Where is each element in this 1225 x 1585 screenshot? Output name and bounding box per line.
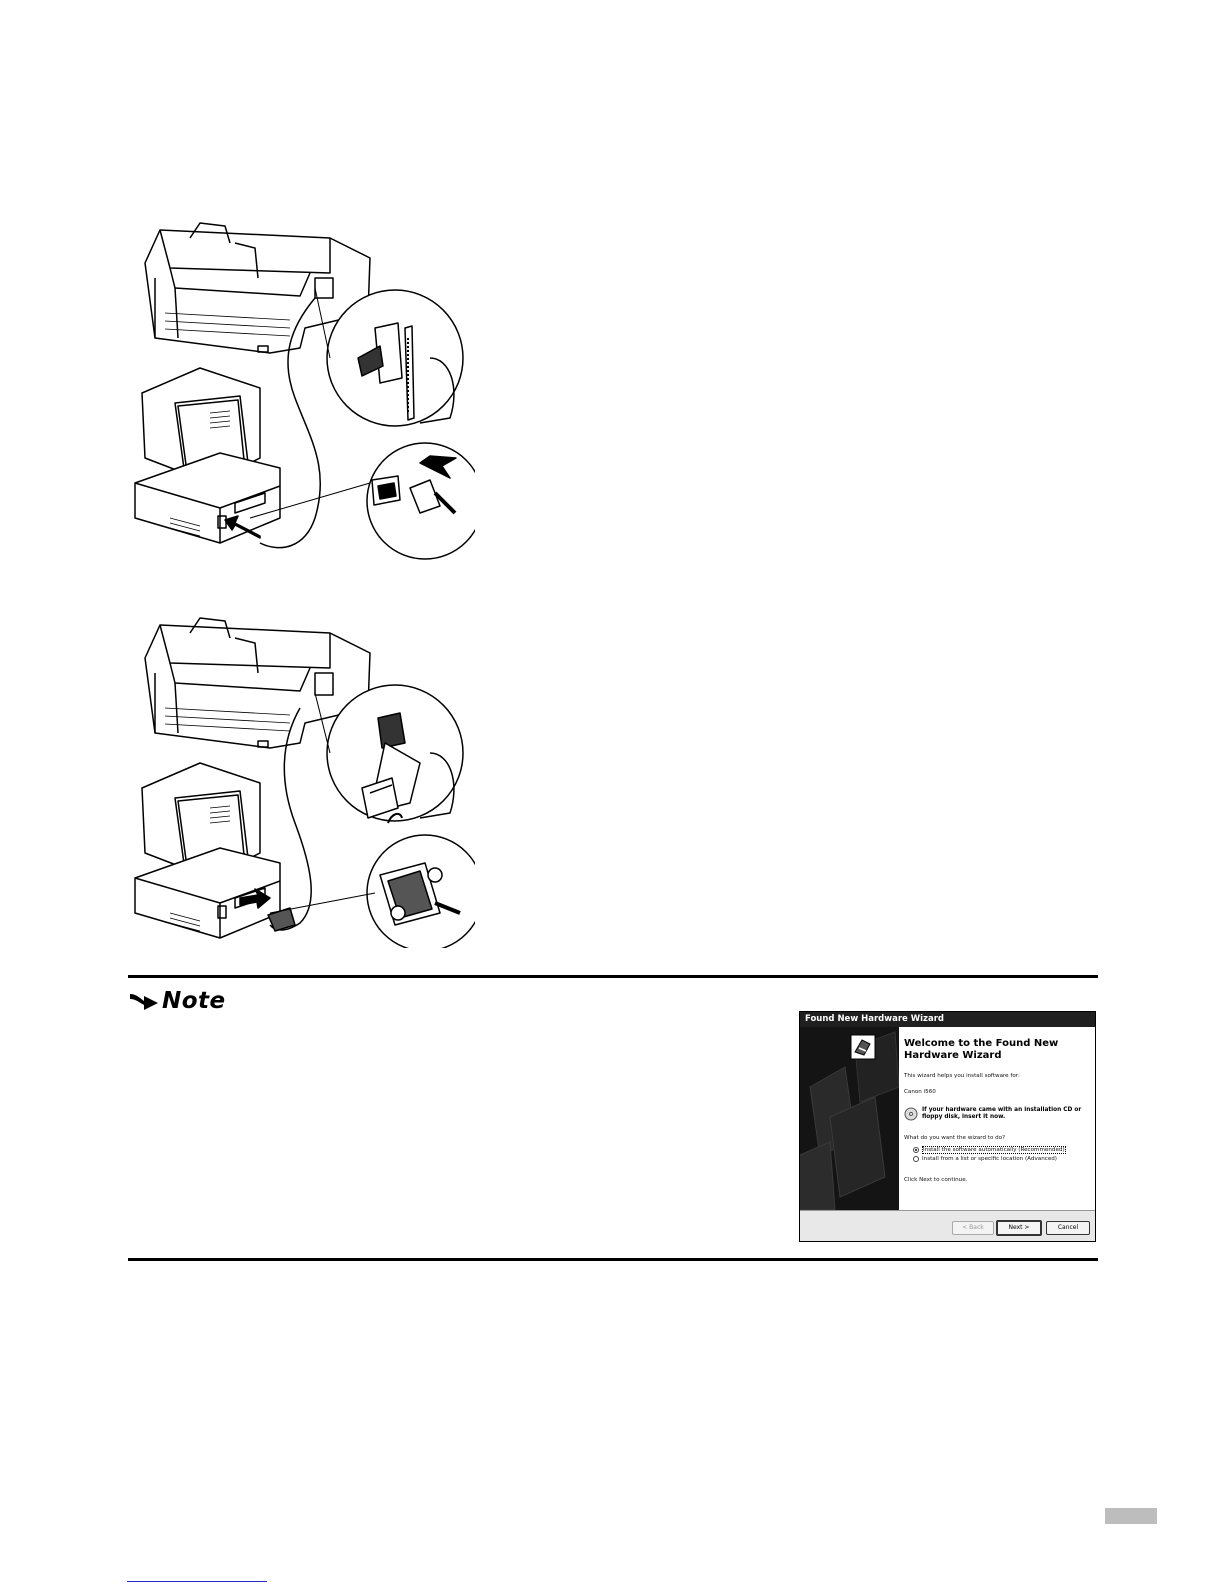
- note-top-rule: [128, 975, 1098, 978]
- radio-button[interactable]: [913, 1156, 919, 1162]
- note-heading: [128, 988, 226, 1014]
- wizard-option-label: Install the software automatically (Recommended): [923, 1147, 1065, 1153]
- wizard-intro-text: This wizard helps you install software for:: [904, 1073, 1020, 1079]
- parallel-connection-illustration: [130, 613, 475, 948]
- wizard-heading: Welcome to the Found New Hardware Wizard: [904, 1038, 1059, 1061]
- usb-connection-illustration: [130, 218, 475, 563]
- found-new-hardware-wizard: [799, 1011, 1096, 1242]
- arrow-right-icon: [128, 990, 160, 1012]
- wizard-content: [904, 1030, 1094, 1183]
- wizard-question: What do you want the wizard to do?: [904, 1135, 1006, 1141]
- wizard-device-name: Canon i560: [904, 1089, 936, 1095]
- hardware-wizard-icon: [850, 1034, 876, 1060]
- page-number-tab: [1105, 1508, 1157, 1524]
- wizard-title-bar: Found New Hardware Wizard: [800, 1012, 1095, 1027]
- footer-link-underline: [127, 1581, 267, 1582]
- wizard-button-bar: [800, 1210, 1096, 1242]
- radio-button-selected[interactable]: [913, 1147, 919, 1153]
- wizard-option-automatic[interactable]: [913, 1146, 1094, 1154]
- next-button[interactable]: Next >: [996, 1220, 1042, 1236]
- note-title: Note: [162, 988, 226, 1014]
- cd-icon: [904, 1107, 918, 1121]
- wizard-cd-hint: If your hardware came with an installation CD or floppy disk, insert it now.: [922, 1107, 1082, 1120]
- wizard-continue-hint: Click Next to continue.: [904, 1177, 968, 1183]
- note-bottom-rule: [128, 1258, 1098, 1261]
- wizard-option-label: Install from a list or specific location (Advanced): [922, 1156, 1057, 1162]
- wizard-option-advanced[interactable]: [913, 1156, 1094, 1162]
- cancel-button[interactable]: Cancel: [1046, 1221, 1090, 1235]
- back-button[interactable]: < Back: [952, 1221, 994, 1235]
